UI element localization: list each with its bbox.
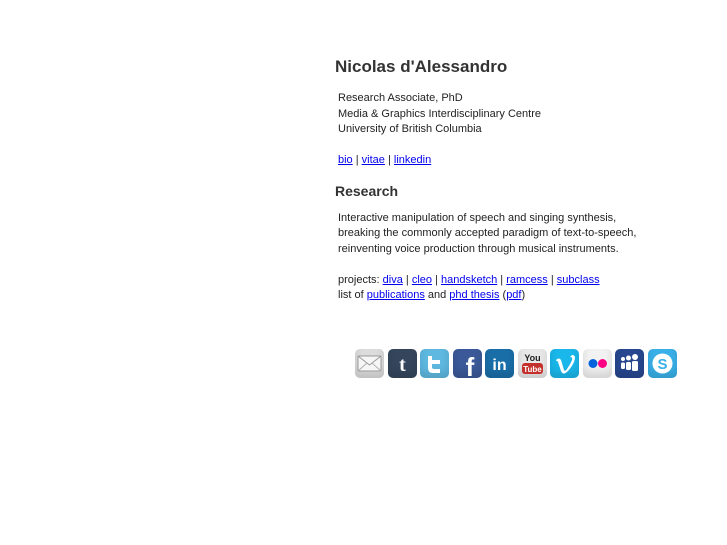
job-title: Research Associate, PhD [338, 92, 463, 104]
tumblr-icon[interactable] [388, 349, 417, 378]
skype-icon[interactable] [648, 349, 677, 378]
and-text: and [424, 289, 450, 301]
publications-link[interactable]: publications [366, 289, 425, 301]
linkedin-icon[interactable] [485, 349, 514, 378]
projects-label: projects: [338, 273, 383, 286]
projects-line [338, 273, 695, 289]
svg-text:Tube: Tube [522, 365, 542, 374]
flickr-icon[interactable] [583, 349, 612, 378]
open-paren: ( [499, 289, 507, 301]
main-content [335, 56, 695, 304]
svg-text:f: f [465, 352, 474, 378]
phd-thesis-link[interactable]: phd thesis [449, 289, 500, 301]
affiliation [338, 91, 695, 138]
separator: | [497, 273, 507, 286]
vitae-link[interactable]: vitae [361, 154, 385, 166]
project-link-ramcess[interactable]: ramcess [506, 273, 548, 286]
research-description [338, 211, 695, 258]
research-line: breaking the commonly accepted paradigm of text-to-speech, [338, 227, 637, 239]
separator: | [384, 154, 394, 166]
publications-line [338, 288, 695, 304]
vimeo-icon[interactable] [550, 349, 579, 378]
linkedin-link[interactable]: linkedin [393, 154, 432, 166]
project-link-handsketch[interactable]: handsketch [440, 273, 498, 286]
youtube-icon[interactable] [518, 349, 547, 378]
page-title: Nicolas d'Alessandro [335, 57, 508, 76]
facebook-icon[interactable] [453, 349, 482, 378]
pdf-link[interactable]: pdf [506, 289, 522, 301]
projects-section [338, 273, 695, 304]
svg-text:t: t [398, 354, 406, 376]
social-icons-bar [355, 349, 677, 379]
separator: | [402, 273, 412, 286]
svg-text:S: S [656, 356, 668, 373]
project-link-diva[interactable]: diva [382, 273, 403, 286]
university: University of British Columbia [338, 123, 482, 135]
email-icon[interactable] [355, 349, 384, 378]
separator: | [352, 154, 362, 166]
svg-text:in: in [492, 357, 507, 374]
publications-prefix: list of [338, 289, 367, 301]
project-link-subclass[interactable]: subclass [556, 273, 600, 286]
close-paren: ) [521, 289, 526, 301]
project-link-cleo[interactable]: cleo [411, 273, 432, 286]
profile-links [338, 153, 695, 169]
svg-text:You: You [523, 353, 541, 363]
separator: | [547, 273, 557, 286]
myspace-icon[interactable] [615, 349, 644, 378]
separator: | [432, 273, 441, 286]
research-line: Interactive manipulation of speech and singing synthesis, [338, 211, 617, 224]
department: Media & Graphics Interdisciplinary Centre [338, 107, 541, 120]
twitter-icon[interactable] [420, 349, 449, 378]
research-heading: Research [335, 182, 399, 199]
bio-link[interactable]: bio [338, 154, 353, 166]
research-line: reinventing voice production through musical instruments. [338, 242, 619, 255]
